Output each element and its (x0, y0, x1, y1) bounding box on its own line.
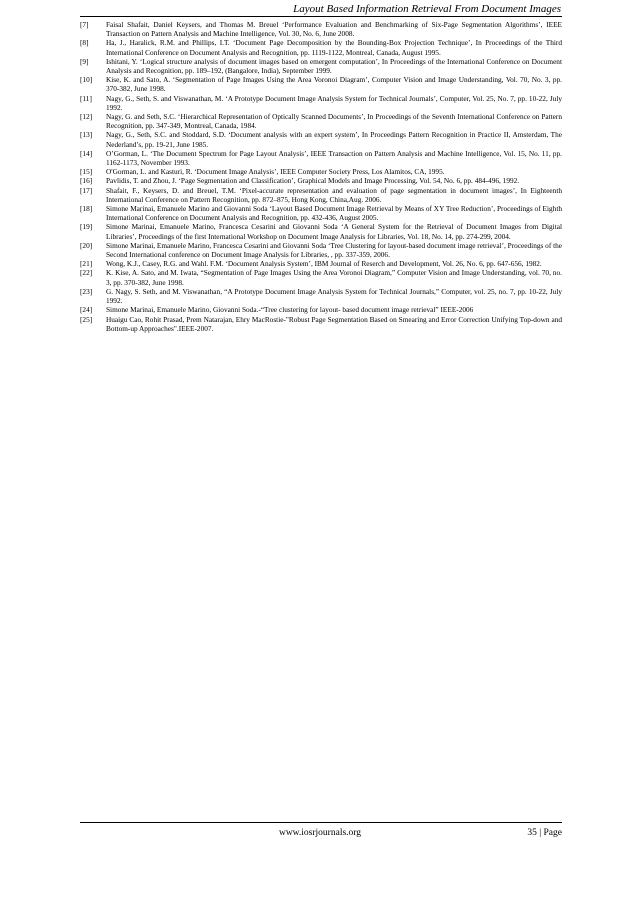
reference-text: Wong, K.J., Casey, R.G. and Wahl. F.M. ‘Document Analysis System’, IBM Journal of Reserch and Development, Vol. 26, No. 6, pp. 647-656, 1982. (106, 259, 542, 269)
reference-number: [9] (80, 56, 89, 66)
reference-item (80, 112, 562, 130)
page-number: 35 | Page (527, 828, 562, 838)
reference-text: Nagy, G., Seth, S. and Viswanathan, M. ‘A Prototype Document Image Analysis System for Technical Journals’, Computer, Vol. 25, No. 7, pp. 10-22, July 1992. (106, 93, 562, 112)
reference-text: Huaigu Cao, Rohit Prasad, Prem Natarajan, Ehry MacRostie-"Robust Page Segmentation Based on Smearing and Error Correction Unifying Top-down and Bottom-up Approaches".IEEE-2007. (106, 314, 562, 333)
reference-number: [11] (80, 93, 92, 103)
reference-text: G. Nagy, S. Seth, and M. Viswanathan, “A Prototype Document Image Analysis System for Technical Journals,” Computer, vol. 25, no. 7, pp. 10-22, July 1992. (106, 286, 562, 306)
reference-number: [18] (80, 204, 93, 214)
reference-item (80, 20, 562, 38)
journal-url[interactable]: www.iosrjournals.org (278, 828, 362, 838)
reference-text: Pavlidis, T. and Zhou, J. ‘Page Segmentation and Classification’, Graphical Models and Image Processing, Vol. 54, No. 6, pp. 484-496, 1992. (106, 176, 520, 186)
reference-number: [20] (80, 240, 93, 250)
reference-number: [14] (80, 148, 93, 158)
reference-number: [12] (80, 112, 93, 122)
reference-text: Simone Marinai, Emanuele Marino, Francesca Cesarini and Giovanni Soda ‘Tree Clustering for layout-based document image retrieval’, Proceedings of the Second International conference on Document Image Analysis for Libraries, , pp. 337-359, 2006. (106, 240, 562, 260)
reference-item (80, 38, 562, 56)
reference-text: K. Kise, A. Sato, and M. Iwata, “Segmentation of Page Images Using the Area Voronoi Diagram,” Computer Vision and Image Understanding, vol. 70, no. 3, pp. 370-382, June 1998. (106, 268, 562, 287)
reference-text: Kise, K. and Sato, A. ‘Segmentation of Page Images Using the Area Voronoi Diagram’, Computer Vision and Image Understanding, Vol. 70, No. 3, pp. 370-382, June 1998. (106, 75, 562, 94)
reference-item (80, 75, 562, 93)
reference-item (80, 57, 562, 75)
reference-text: Faisal Shafait, Daniel Keysers, and Thomas M. Breuel ‘Performance Evaluation and Benchmarking of Six-Page Segmentation Algorithms’, IEEE Transaction on Pattern Analysis and Machine Intelligence, Vol. 30, No. 6, June 2008. (106, 20, 562, 39)
footer-rule (80, 822, 562, 823)
running-header: Layout Based Information Retrieval From Document Images (293, 3, 561, 15)
reference-text: Shafait, F., Keysers, D. and Breuel, T.M. ‘Pixel-accurate representation and evaluation of page segmentation in document images’, In Eighteenth International Conference on Pattern Recognition, pp. 872–875, Hong Kong, China,Aug. 2006. (106, 185, 562, 204)
reference-item (80, 241, 562, 259)
reference-text: Nagy, G., Seth, S.C. and Stoddard, S.D. ‘Document analysis with an expert system’, In Proceedings Pattern Recognition in Practice II, Amsterdam, The Nederland’s, pp. 19-21, June 1985. (106, 130, 562, 149)
reference-text: Ha, J., Haralick, R.M. and Phillips, I.T. ‘Document Page Decomposition by the Bounding-Box Projection Technique’, In Proceedings of the Third International Conference on Document Analysis and Recognition, pp. 1119-1122, Montreal, Canada, August 1995. (106, 38, 562, 57)
reference-number: [10] (80, 75, 93, 85)
reference-number: [7] (80, 20, 89, 29)
header-rule (80, 16, 562, 17)
reference-item (80, 176, 562, 185)
reference-number: [21] (80, 259, 93, 269)
reference-list (80, 20, 562, 333)
reference-item (80, 287, 562, 305)
reference-item (80, 268, 562, 286)
reference-text: Simone Marinai, Emanuele Marino, Giovanni Soda.-“Tree clustering for layout- based document image retrieval” IEEE-2006 (106, 305, 474, 315)
reference-item (80, 204, 562, 222)
reference-number: [25] (80, 314, 93, 324)
reference-text: Simone Marinai, Emanuele Marino and Giovanni Soda ‘Layout Based Document Image Retrieval by Means of XY Tree Reduction’, Proceedings of Eighth International Conference on Document Analysis and Recognition, pp. 432-436, August 2005. (106, 204, 562, 223)
reference-text: Simone Marinai, Emanuele Marino, Francesca Cesarini and Giovanni Soda ‘A General System for the Retrieval of Document Images from Digital Libraries’, Proceedings of the first International Workshop on Document Image Analysis for Libraries, Vol. 18, No. 14, pp. 274-299, 2004. (106, 222, 562, 241)
reference-number: [22] (80, 268, 93, 278)
reference-text: O'Gorman, L. and Kasturi, R. ‘Document Image Analysis’, IEEE Computer Society Press, Los Alamitos, CA, 1995. (106, 167, 445, 177)
reference-number: [19] (80, 222, 93, 232)
reference-number: [16] (80, 176, 93, 186)
reference-number: [23] (80, 286, 93, 296)
reference-text: O’Gorman, L. ‘The Document Spectrum for Page Layout Analysis’, IEEE Transaction on Pattern Analysis and Machine Intelligence, Vol. 15, No. 11, pp. 1162-1173, November 1993. (106, 148, 562, 168)
reference-number: [13] (80, 130, 93, 140)
reference-text: Nagy, G. and Seth, S.C. ‘Hierarchical Representation of Optically Scanned Documents’, In Proceedings of the Seventh International Conference on Pattern Recognition, pp. 347-349, Montreal, Canada, 1984. (106, 112, 562, 131)
reference-item (80, 222, 562, 240)
reference-item (80, 94, 562, 112)
reference-item (80, 315, 562, 333)
reference-item (80, 186, 562, 204)
reference-item (80, 259, 562, 268)
reference-number: [24] (80, 305, 93, 315)
reference-number: [8] (80, 38, 89, 48)
reference-text: Ishitani, Y. ‘Logical structure analysis of document images based on emergent computation’, In Proceedings of the International Conference on Document Analysis and Recognition, pp. 189–192, (Bangalore, India), September 1999. (106, 56, 562, 76)
reference-item (80, 130, 562, 148)
reference-item (80, 305, 562, 314)
reference-item (80, 167, 562, 176)
reference-number: [17] (80, 185, 93, 195)
reference-item (80, 149, 562, 167)
reference-number: [15] (80, 167, 93, 177)
